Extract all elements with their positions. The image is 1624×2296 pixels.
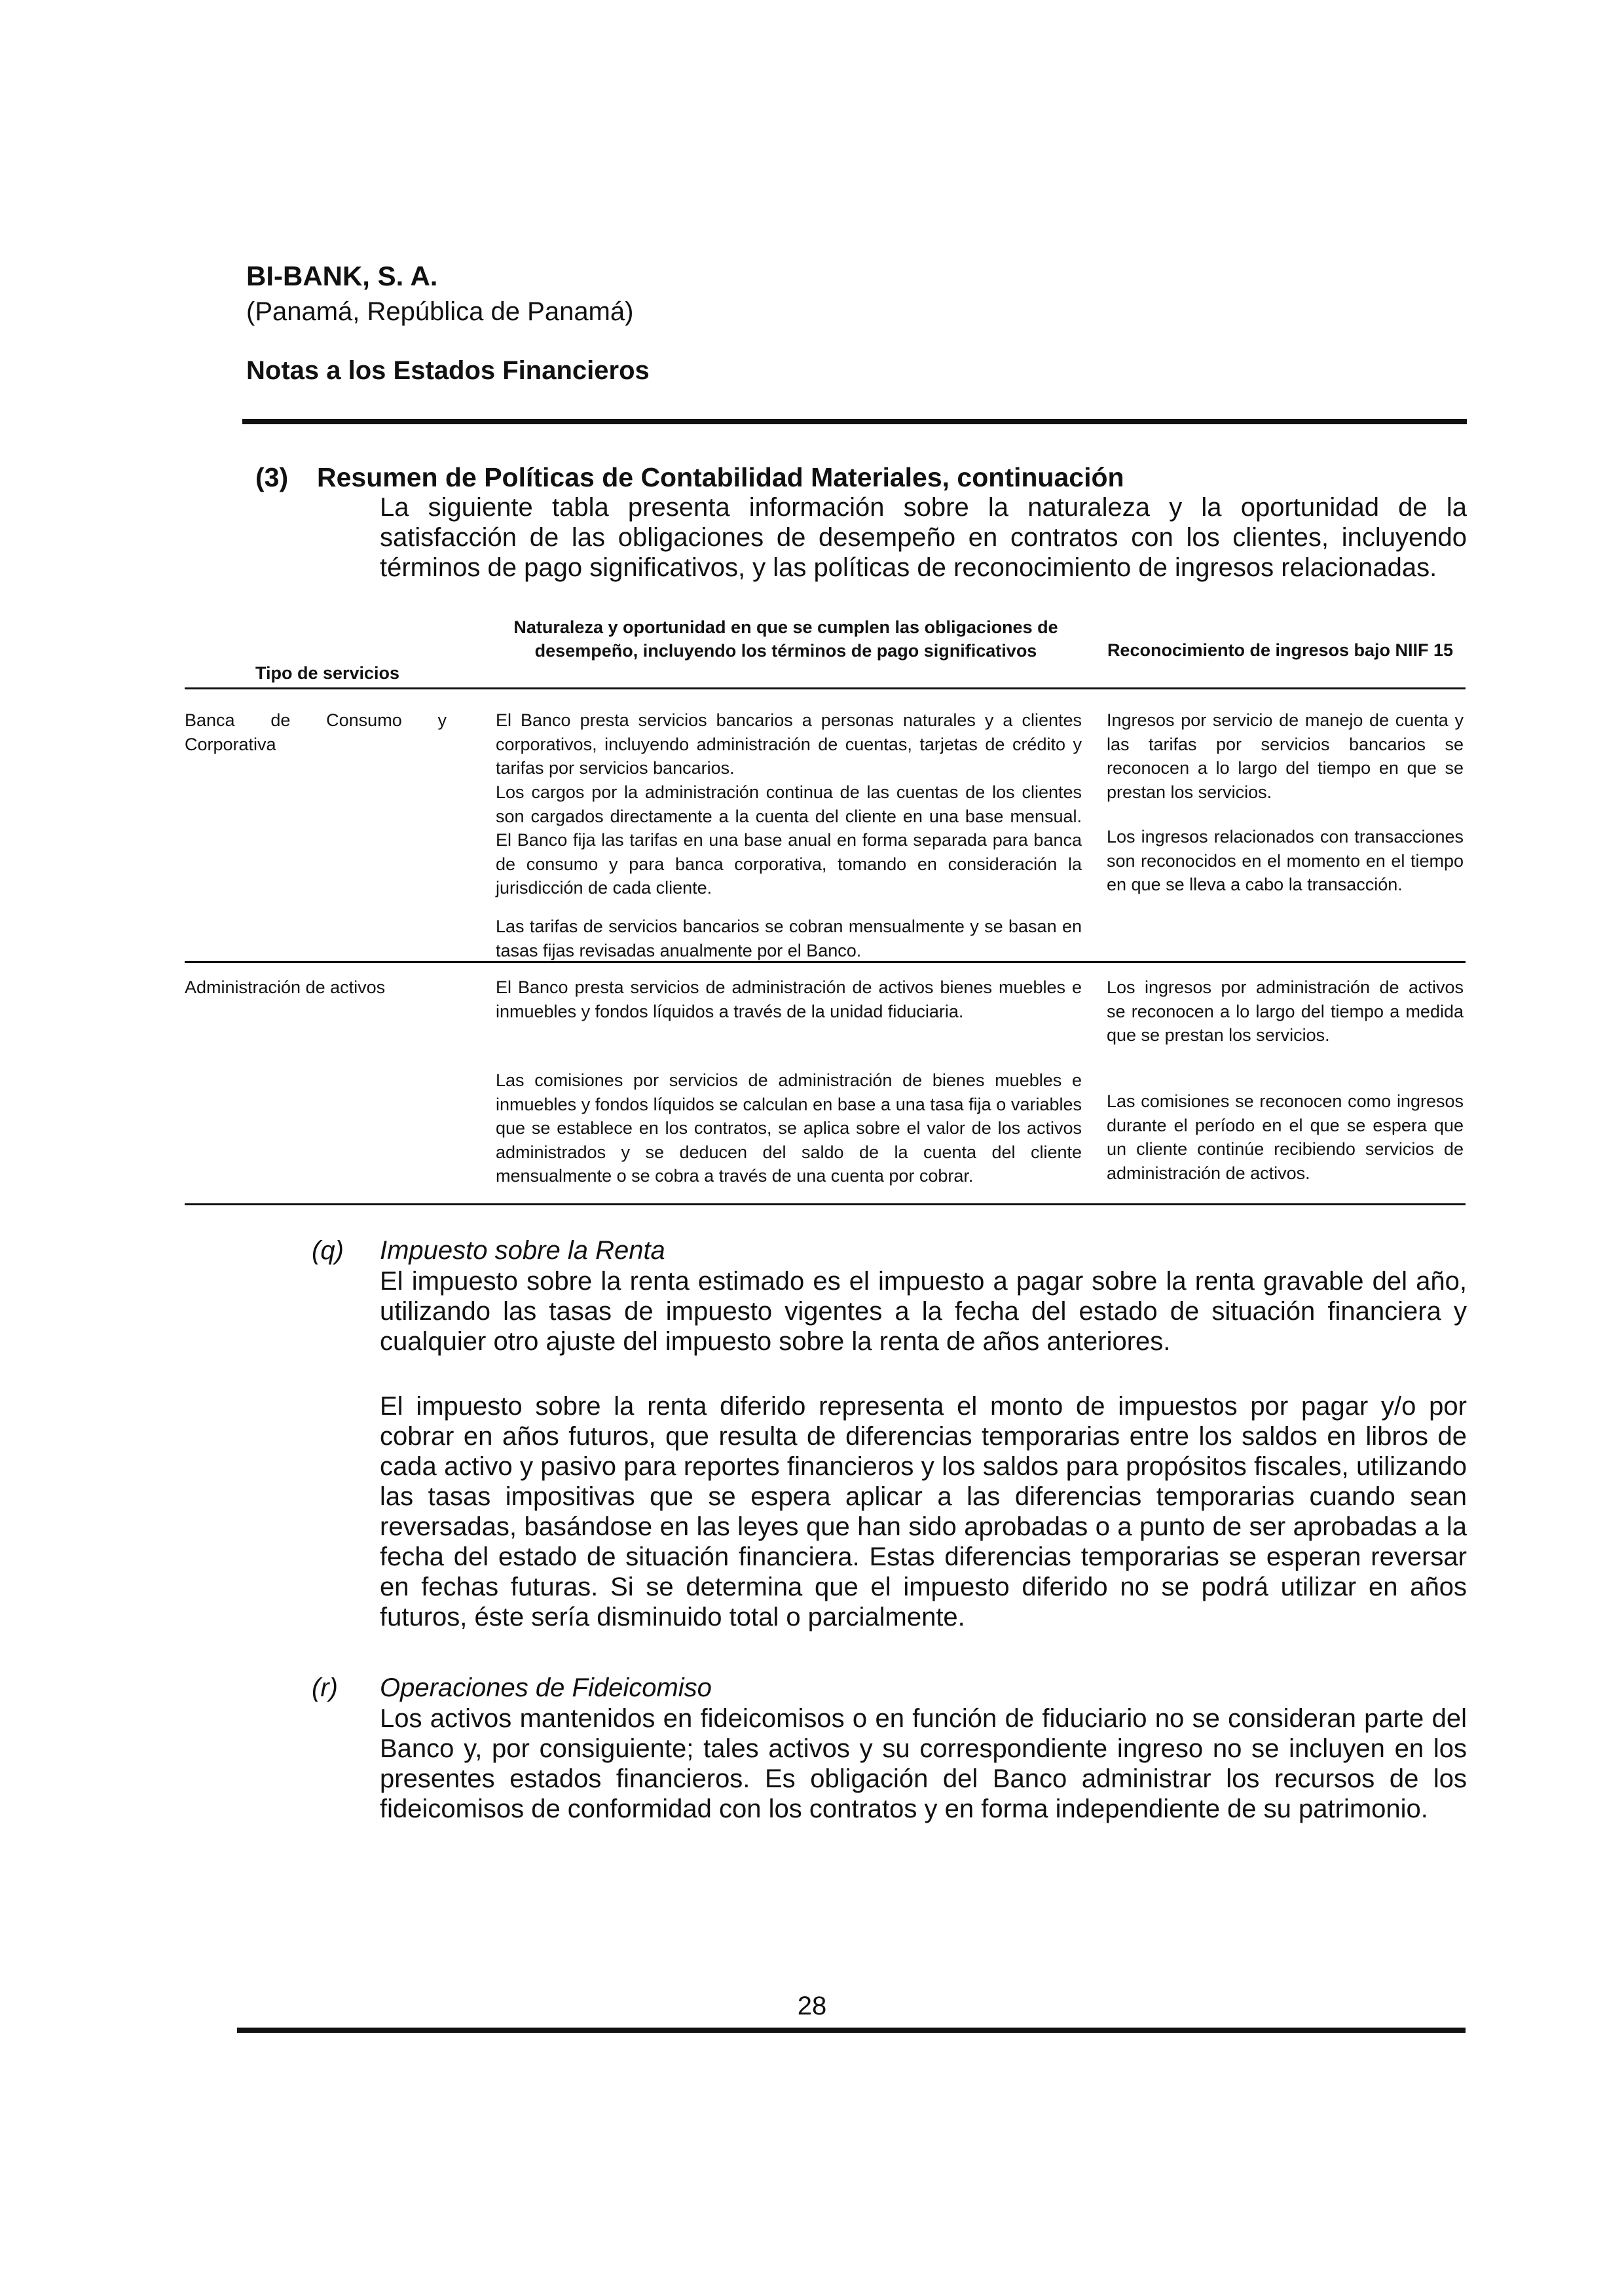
subsection-q-paragraph-2: El impuesto sobre la renta diferido representa el monto de impuestos por pagar y/o por cobrar en años futuros, que resulta de diferencias temporarias entre los saldos en libros de cada activo y pasivo para reportes financieros y los saldos para propósitos fiscales, utilizando las tasas impositivas que se espera aplicar a las diferencias temporarias cuando sean reversadas, basándose en las leyes que han sido aprobadas o a punto de ser aprobadas a la fecha del estado de situación financiera. Estas diferencias temporarias se esperan reversar en fechas futuras. Si se determina que el impuesto diferido no se podrá utilizar en años futuros, éste sería disminuido total o parcialmente. xyxy=(380,1392,1467,1631)
header-rule xyxy=(242,419,1467,424)
subsection-q-title: Impuesto sobre la Renta xyxy=(380,1236,665,1265)
document-title: Notas a los Estados Financieros xyxy=(246,356,650,385)
table-row-1-service: Banca de Consumo y Corporativa xyxy=(185,710,447,754)
table-row-divider xyxy=(185,961,1466,963)
subsection-r-letter: (r) xyxy=(312,1673,338,1702)
table-bottom-rule xyxy=(185,1203,1466,1205)
table-row-2-nature-p1: El Banco presta servicios de administración de activos bienes muebles e inmuebles y fondos líquidos a través de la unidad fiduciaria. xyxy=(496,977,1082,1021)
subsection-q-letter: (q) xyxy=(312,1236,344,1265)
company-name: BI-BANK, S. A. xyxy=(246,261,438,291)
table-row-2-nature-p2: Las comisiones por servicios de administración de bienes muebles e inmuebles y fondos líquidos se calculan en base a una tasa fija o variables que se establece en los contratos, se aplica sobre el valor de los activos administrados y se deducen del saldo de la cuenta del cliente mensualmente o se cobra a través de una cuenta por cobrar. xyxy=(496,1070,1082,1186)
table-row-1-recognition-p2: Los ingresos relacionados con transacciones son reconocidos en el momento en el tiempo en que se lleva a cabo la transacción. xyxy=(1107,827,1464,894)
subsection-r-title: Operaciones de Fideicomiso xyxy=(380,1673,712,1702)
table-row-1-nature-p2: Los cargos por la administración continua de las cuentas de los clientes son cargados directamente a la cuenta del cliente en una base mensual. El Banco fija las tarifas en una base anual en forma separada para banca de consumo y para banca corporativa, tomando en consideración la jurisdicción de cada cliente. xyxy=(496,782,1082,898)
table-row-2-recognition-p1: Los ingresos por administración de activos se reconocen a lo largo del tiempo a medida que se prestan los servicios. xyxy=(1107,977,1464,1045)
table-header-nature: Naturaleza y oportunidad en que se cumplen las obligaciones de desempeño, incluyendo los términos de pago significativos xyxy=(513,617,1058,661)
subsection-r-paragraph-1: Los activos mantenidos en fideicomisos o en función de fiduciario no se consideran parte del Banco y, por consiguiente; tales activos y su correspondiente ingreso no se incluyen en los presentes estados financieros. Es obligación del Banco administrar los recursos de los fideicomisos de conformidad con los contratos y en forma independiente de su patrimonio. xyxy=(380,1704,1467,1823)
section-number: (3) xyxy=(255,462,289,492)
table-row-1-nature-p1: El Banco presta servicios bancarios a personas naturales y a clientes corporativos, incluyendo administración de cuentas, tarjetas de crédito y tarifas por servicios bancarios. xyxy=(496,710,1082,778)
table-header-rule xyxy=(185,687,1466,689)
subsection-q-paragraph-1: El impuesto sobre la renta estimado es el impuesto a pagar sobre la renta gravable del año, utilizando las tasas de impuesto vigentes a la fecha del estado de situación financiera y cualquier otro ajuste del impuesto sobre la renta de años anteriores. xyxy=(380,1267,1467,1356)
table-row-1-recognition-p1: Ingresos por servicio de manejo de cuenta y las tarifas por servicios bancarios se reconocen a lo largo del tiempo en que se prestan los servicios. xyxy=(1107,710,1464,802)
table-row-1-nature-p3: Las tarifas de servicios bancarios se cobran mensualmente y se basan en tasas fijas revisadas anualmente por el Banco. xyxy=(496,917,1082,960)
table-header-recognition: Reconocimiento de ingresos bajo NIIF 15 xyxy=(1107,640,1454,660)
section-title: Resumen de Políticas de Contabilidad Materiales, continuación xyxy=(317,462,1124,492)
company-location: (Panamá, República de Panamá) xyxy=(246,297,634,326)
table-header-service-type: Tipo de servicios xyxy=(255,663,400,683)
table-row-2-recognition-p2: Las comisiones se reconocen como ingresos durante el período en el que se espera que un cliente continúe recibiendo servicios de administración de activos. xyxy=(1107,1091,1464,1183)
section-intro: La siguiente tabla presenta información sobre la naturaleza y la oportunidad de la satisfacción de las obligaciones de desempeño en contratos con los clientes, incluyendo términos de pago significativos, y las políticas de reconocimiento de ingresos relacionadas. xyxy=(380,493,1467,582)
page-number: 28 xyxy=(797,1992,827,2020)
table-row-2-service: Administración de activos xyxy=(185,977,386,997)
footer-rule xyxy=(237,2028,1466,2033)
